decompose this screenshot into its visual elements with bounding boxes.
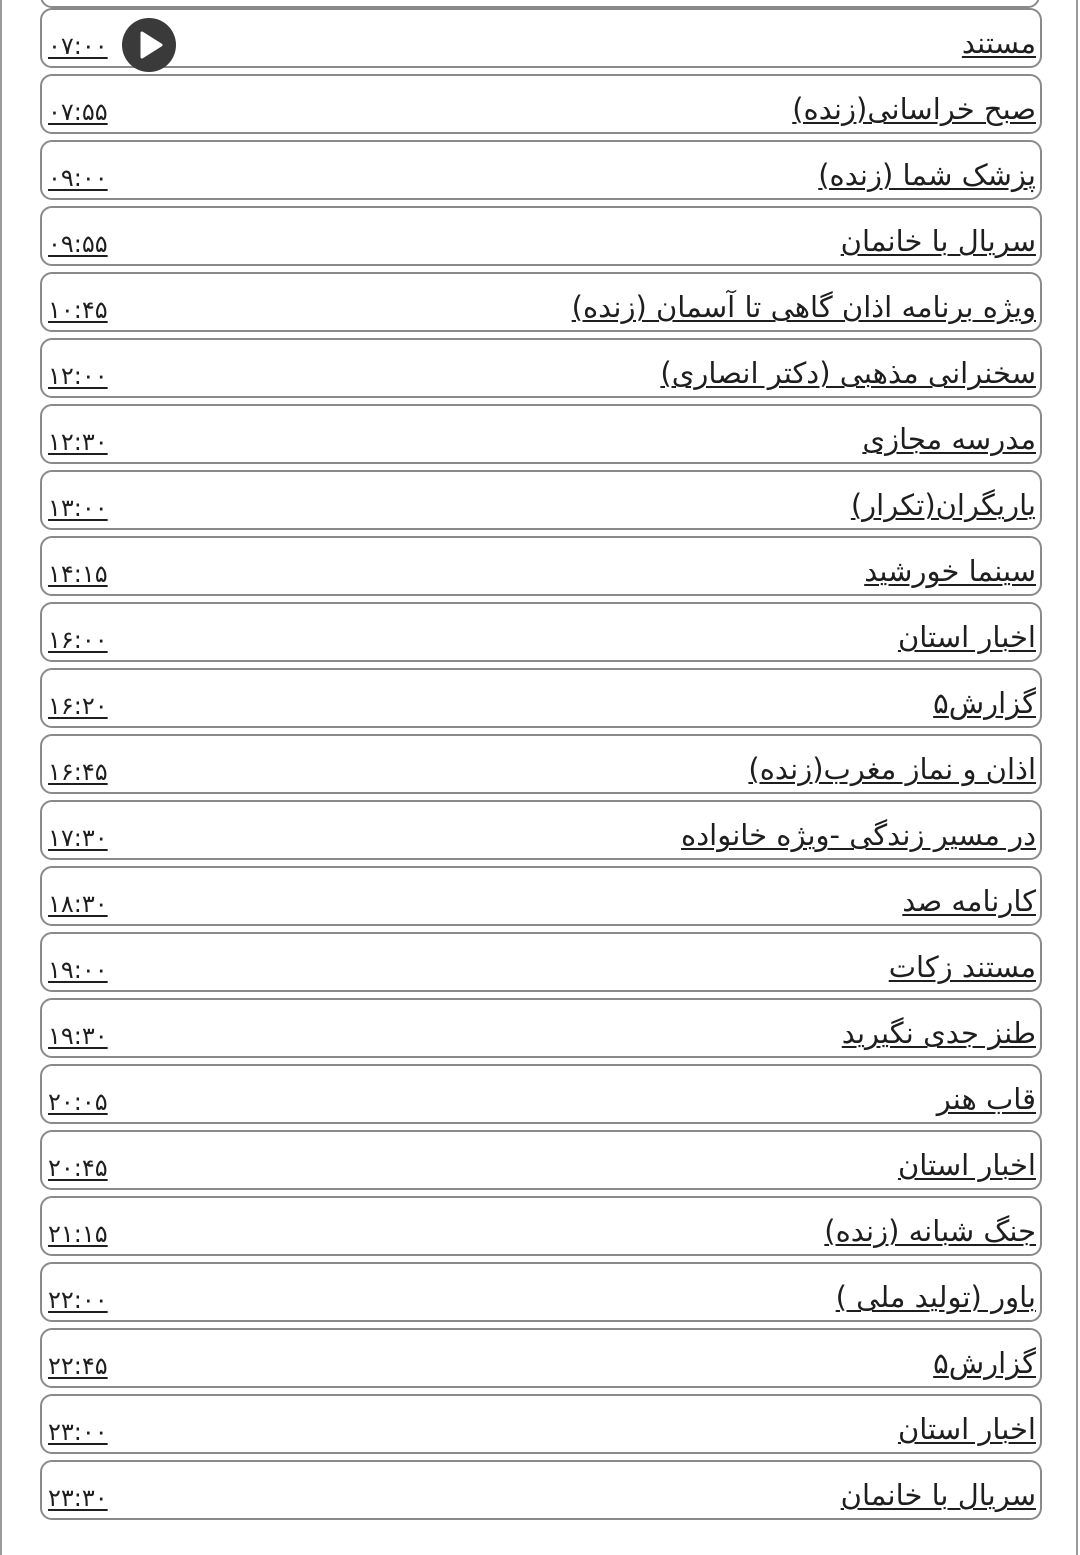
program-title: اخبار استان — [897, 1148, 1036, 1182]
schedule-row[interactable] — [40, 1130, 1042, 1190]
schedule-row[interactable] — [40, 272, 1042, 332]
program-time: ۰۷:۰۰ — [48, 32, 108, 60]
program-title: سینما خورشید — [864, 554, 1036, 588]
program-time: ۲۳:۰۰ — [48, 1418, 108, 1446]
schedule-row[interactable] — [40, 470, 1042, 530]
schedule-row[interactable] — [40, 1064, 1042, 1124]
play-icon — [122, 18, 176, 72]
program-title: اخبار استان — [897, 620, 1036, 654]
program-time: ۲۱:۱۵ — [48, 1220, 108, 1248]
program-time: ۱۶:۰۰ — [48, 626, 108, 654]
program-title: سریال با خانمان — [840, 224, 1036, 258]
frame-left-border — [0, 0, 2, 1555]
schedule-row[interactable] — [40, 668, 1042, 728]
program-title: مستند — [961, 26, 1036, 60]
program-title: سخنرانی مذهبی (دکتر انصاری) — [660, 356, 1036, 390]
schedule-row[interactable] — [40, 8, 1042, 68]
program-time: ۱۲:۰۰ — [48, 362, 108, 390]
program-time: ۰۹:۵۵ — [48, 230, 108, 258]
program-time: ۲۲:۴۵ — [48, 1352, 108, 1380]
schedule-row[interactable] — [40, 1328, 1042, 1388]
program-title: سریال با خانمان — [840, 1478, 1036, 1512]
program-title: گزارش۵ — [933, 686, 1036, 720]
schedule-list — [40, 8, 1042, 1526]
schedule-row[interactable] — [40, 602, 1042, 662]
schedule-row[interactable] — [40, 998, 1042, 1058]
program-time: ۱۶:۴۵ — [48, 758, 108, 786]
schedule-row[interactable] — [40, 1460, 1042, 1520]
schedule-row[interactable] — [40, 1196, 1042, 1256]
program-title: طنز جدی نگیرید — [841, 1016, 1036, 1050]
schedule-row[interactable] — [40, 866, 1042, 926]
program-title: کارنامه صد — [902, 884, 1036, 918]
schedule-row[interactable] — [40, 1394, 1042, 1454]
program-time: ۲۳:۳۰ — [48, 1484, 108, 1512]
program-time: ۲۰:۴۵ — [48, 1154, 108, 1182]
program-time: ۱۶:۲۰ — [48, 692, 108, 720]
schedule-row[interactable] — [40, 206, 1042, 266]
schedule-row[interactable] — [40, 404, 1042, 464]
program-time: ۲۰:۰۵ — [48, 1088, 108, 1116]
program-title: ویژه برنامه اذان گاهی تا آسمان (زنده) — [571, 290, 1036, 324]
program-time: ۱۳:۰۰ — [48, 494, 108, 522]
partial-previous-row[interactable] — [40, 0, 1040, 8]
program-time: ۲۲:۰۰ — [48, 1286, 108, 1314]
program-time: ۱۹:۰۰ — [48, 956, 108, 984]
program-time: ۰۷:۵۵ — [48, 98, 108, 126]
program-time: ۱۹:۳۰ — [48, 1022, 108, 1050]
program-title: مدرسه مجازی — [862, 422, 1036, 456]
schedule-row[interactable] — [40, 734, 1042, 794]
program-title: در مسیر زندگی -ویژه خانواده — [681, 818, 1036, 852]
program-title: مستند زکات — [888, 950, 1036, 984]
schedule-row[interactable] — [40, 800, 1042, 860]
program-time: ۱۰:۴۵ — [48, 296, 108, 324]
program-title: گزارش۵ — [933, 1346, 1036, 1380]
program-time: ۰۹:۰۰ — [48, 164, 108, 192]
program-title: یاریگران(تکرار) — [850, 488, 1036, 522]
program-time: ۱۴:۱۵ — [48, 560, 108, 588]
program-title: اخبار استان — [897, 1412, 1036, 1446]
program-time: ۱۷:۳۰ — [48, 824, 108, 852]
program-time: ۱۸:۳۰ — [48, 890, 108, 918]
schedule-row[interactable] — [40, 74, 1042, 134]
play-button[interactable] — [122, 18, 176, 72]
frame-right-border — [1076, 0, 1078, 1555]
program-title: قاب هنر — [936, 1082, 1036, 1116]
program-title: جنگ شبانه (زنده) — [824, 1214, 1036, 1248]
schedule-row[interactable] — [40, 140, 1042, 200]
schedule-row[interactable] — [40, 1262, 1042, 1322]
program-title: پزشک شما (زنده) — [818, 158, 1036, 192]
program-time: ۱۲:۳۰ — [48, 428, 108, 456]
schedule-row[interactable] — [40, 932, 1042, 992]
program-title: اذان و نماز مغرب(زنده) — [748, 752, 1036, 786]
program-title: باور (تولید ملی ) — [835, 1280, 1036, 1314]
program-title: صبح خراسانی(زنده) — [792, 92, 1036, 126]
schedule-row[interactable] — [40, 338, 1042, 398]
schedule-row[interactable] — [40, 536, 1042, 596]
